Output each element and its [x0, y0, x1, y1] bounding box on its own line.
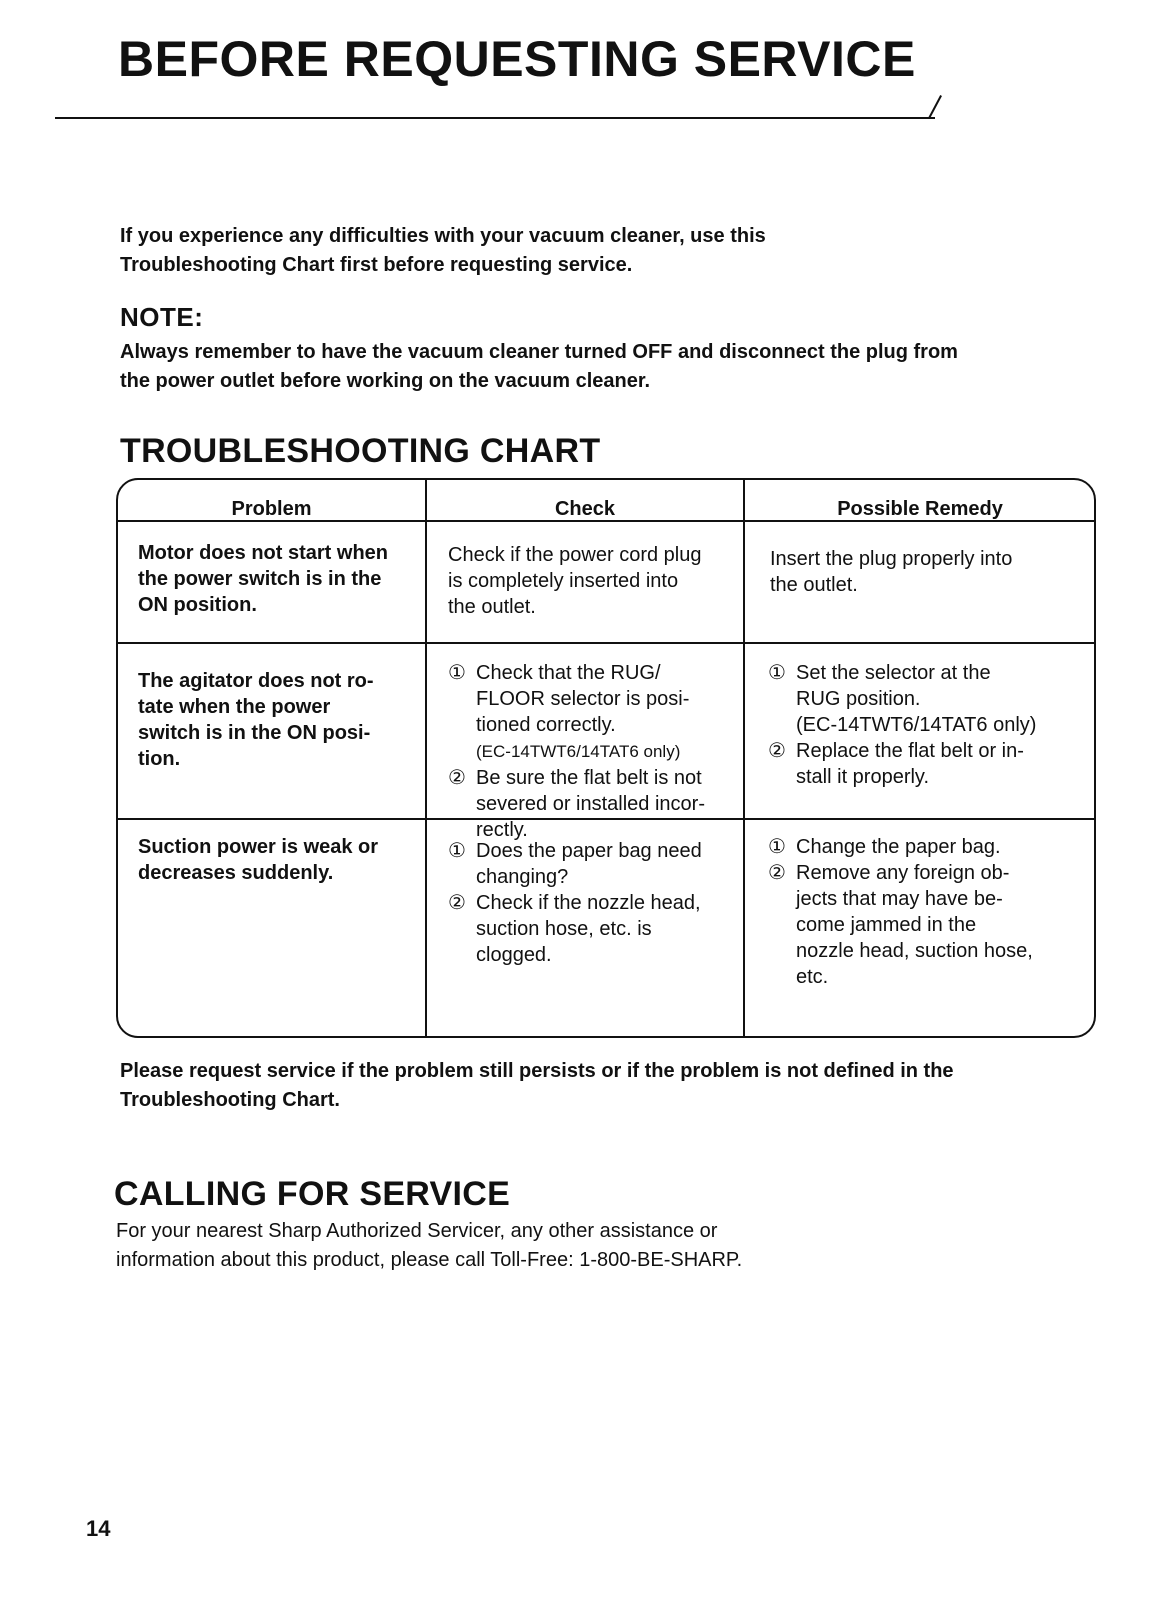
calling-for-service-paragraph: [116, 1217, 1016, 1275]
table-row-1-remedy: [770, 546, 1080, 598]
item-text: Check if the nozzle head,: [476, 892, 701, 914]
title-underline: [55, 117, 935, 119]
note-line: Always remember to have the vacuum cleaner turned OFF and disconnect the plug from: [120, 341, 958, 363]
item-text: Be sure the flat belt is not: [476, 767, 702, 789]
intro-line: Troubleshooting Chart first before requesting service.: [120, 254, 633, 276]
table-row-3-problem: [138, 834, 423, 886]
page-title: BEFORE REQUESTING SERVICE: [118, 31, 916, 87]
header-remedy: Possible Remedy: [837, 498, 1003, 520]
item-text: Change the paper bag.: [796, 836, 1001, 858]
cell-line: is completely inserted into: [448, 570, 679, 592]
list-item: [768, 738, 1083, 790]
page-number: 14: [86, 1516, 111, 1541]
item-number: ①: [768, 662, 786, 684]
paragraph-line: For your nearest Sharp Authorized Servicer, any other assistance or: [116, 1220, 718, 1242]
calling-for-service-heading: CALLING FOR SERVICE: [114, 1175, 511, 1213]
item-text: Does the paper bag need: [476, 840, 702, 862]
table-row-1-check: [448, 542, 733, 620]
item-text: tioned correctly.: [476, 714, 616, 736]
row-divider: [118, 642, 1094, 644]
intro-line: If you experience any difficulties with your vacuum cleaner, use this: [120, 225, 766, 247]
troubleshooting-heading: TROUBLESHOOTING CHART: [120, 432, 601, 470]
cell-line: the outlet.: [448, 596, 536, 618]
item-text: etc.: [796, 966, 829, 988]
item-number: ②: [768, 740, 786, 762]
table-row-3-check: [448, 838, 733, 968]
cell-line: the power switch is in the: [138, 568, 382, 590]
item-text: Replace the flat belt or in-: [796, 740, 1024, 762]
paragraph-line: Please request service if the problem still persists or if the problem is not defined in the: [120, 1060, 954, 1082]
cell-line: Suction power is weak or: [138, 836, 379, 858]
list-item: [448, 838, 733, 890]
item-number: ①: [448, 662, 466, 684]
item-text: Remove any foreign ob-: [796, 862, 1010, 884]
column-divider: [425, 480, 427, 1036]
item-text: severed or installed incor-: [476, 793, 705, 815]
list-item: [448, 890, 733, 968]
cell-line: Insert the plug properly into: [770, 548, 1013, 570]
table-row-2-problem: [138, 668, 418, 772]
list-item: [448, 765, 733, 843]
header-problem: Problem: [231, 498, 312, 520]
item-text: (EC-14TWT6/14TAT6 only): [796, 714, 1037, 736]
item-text: RUG position.: [796, 688, 921, 710]
item-text: FLOOR selector is posi-: [476, 688, 690, 710]
item-number: ②: [768, 862, 786, 884]
cell-line: switch is in the ON posi-: [138, 722, 371, 744]
item-number: ①: [448, 840, 466, 862]
item-text: clogged.: [476, 944, 552, 966]
paragraph-line: Troubleshooting Chart.: [120, 1089, 340, 1111]
intro-paragraph: [120, 222, 1020, 280]
item-text: stall it properly.: [796, 766, 930, 788]
cell-line: the outlet.: [770, 574, 858, 596]
item-number: ②: [448, 767, 466, 789]
cell-line: Check if the power cord plug: [448, 544, 702, 566]
cell-line: decreases suddenly.: [138, 862, 334, 884]
item-text: jects that may have be-: [796, 888, 1003, 910]
item-number: ②: [448, 892, 466, 914]
table-row-3-remedy: [768, 834, 1083, 990]
list-item: [448, 660, 733, 765]
cell-line: tate when the power: [138, 696, 331, 718]
item-text: rectly.: [476, 819, 528, 841]
cell-line: tion.: [138, 748, 181, 770]
table-row-1-problem: [138, 540, 418, 618]
item-text: changing?: [476, 866, 569, 888]
cell-line: Motor does not start when: [138, 542, 388, 564]
list-item: [768, 660, 1083, 738]
header-check: Check: [554, 498, 616, 520]
column-divider: [743, 480, 745, 1036]
paragraph-line: information about this product, please call Toll-Free: 1-800-BE-SHARP.: [116, 1249, 743, 1271]
note-paragraph: [120, 338, 1080, 396]
request-service-paragraph: [120, 1057, 1080, 1115]
item-text: Set the selector at the: [796, 662, 991, 684]
table-row-2-remedy: [768, 660, 1083, 790]
list-item: [768, 860, 1083, 990]
cell-line: The agitator does not ro-: [138, 670, 374, 692]
item-text: suction hose, etc. is: [476, 918, 652, 940]
title-underline-tick: [928, 95, 942, 119]
note-line: the power outlet before working on the vacuum cleaner.: [120, 370, 651, 392]
model-note: (EC-14TWT6/14TAT6 only): [476, 742, 681, 761]
note-heading: NOTE:: [120, 302, 204, 332]
troubleshooting-table: [116, 478, 1096, 1038]
item-number: ①: [768, 836, 786, 858]
table-row-2-check: [448, 660, 733, 843]
list-item: [768, 834, 1083, 860]
item-text: nozzle head, suction hose,: [796, 940, 1033, 962]
cell-line: ON position.: [138, 594, 257, 616]
item-text: Check that the RUG/: [476, 662, 661, 684]
item-text: come jammed in the: [796, 914, 977, 936]
